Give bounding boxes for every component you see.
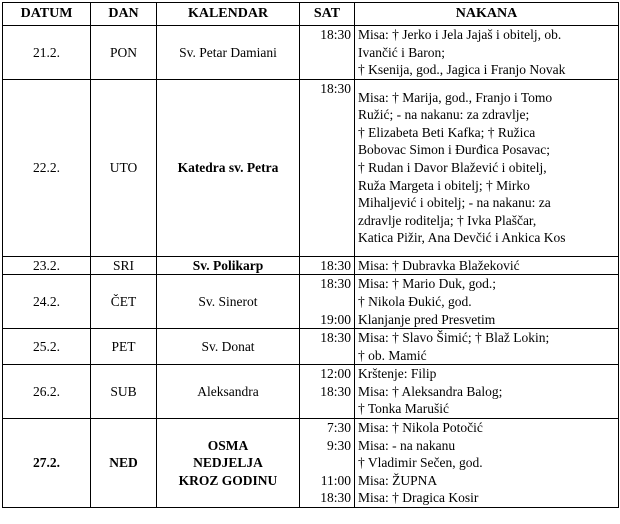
calendar-line: Sv. Donat — [201, 338, 255, 354]
intention-line: † Ksenija, god., Jagica i Franjo Novak — [358, 62, 566, 78]
time-line — [303, 238, 351, 256]
header-day: DAN — [91, 3, 157, 26]
header-time: SAT — [300, 3, 355, 26]
schedule-row — [3, 329, 619, 365]
intention-line: Misa: † Dragica Kosir — [358, 490, 479, 506]
time-line — [303, 221, 351, 239]
schedule-row — [3, 419, 619, 508]
row-intentions — [355, 329, 619, 365]
intention-line: Misa: † Slavo Šimić; † Blaž Lokin; — [358, 330, 550, 346]
time-line: 18:30 — [320, 27, 351, 42]
schedule-body — [3, 26, 619, 508]
intention-line: Krštenje: Filip — [358, 366, 437, 382]
calendar-line: Katedra sv. Petra — [177, 159, 279, 175]
intention-line: Bobovac Simon i Đurđica Posavac; — [358, 142, 550, 158]
row-day: PON — [91, 26, 157, 80]
calendar-line: Sv. Sinerot — [198, 293, 258, 309]
row-date: 25.2. — [3, 329, 91, 365]
time-line — [303, 115, 351, 133]
intention-line: † ob. Mamić — [358, 347, 427, 363]
intention-line: † Nikola Đukić, god. — [358, 293, 472, 309]
header-calendar: KALENDAR — [157, 3, 300, 26]
row-date: 21.2. — [3, 26, 91, 80]
intention-line: Mihaljević i obitelj; - na nakanu: za — [358, 195, 551, 211]
time-line — [303, 203, 351, 221]
row-times — [300, 365, 355, 419]
row-day: UTO — [91, 79, 157, 256]
intention-line: † Rudan i Davor Blažević i obitelj, — [358, 159, 547, 175]
intention-line: Misa: † Jerko i Jela Jajaš i obitelj, ob. — [358, 27, 562, 42]
row-day: PET — [91, 329, 157, 365]
intention-line: Ivančić i Baron; — [358, 44, 445, 60]
row-times — [300, 26, 355, 80]
intention-line: Katica Pižir, Ana Devčić i Ankica Kos — [358, 230, 566, 246]
intention-line: Misa: † Nikola Potočić — [358, 420, 483, 436]
calendar-line: Aleksandra — [197, 383, 259, 399]
intention-line: Misa: - na nakanu — [358, 437, 456, 453]
intention-line: Misa: † Marija, god., Franjo i Tomo — [358, 89, 553, 105]
time-line: 18:30 — [320, 80, 351, 96]
row-day: SRI — [91, 256, 157, 275]
time-line: 12:00 — [320, 366, 351, 382]
row-calendar — [157, 365, 300, 419]
intention-line: Misa: † Aleksandra Balog; — [358, 383, 503, 399]
time-line — [303, 61, 351, 79]
header-intention: NAKANA — [355, 3, 619, 26]
time-line: 18:30 — [320, 490, 351, 506]
row-calendar — [157, 329, 300, 365]
row-times — [300, 419, 355, 508]
row-times — [300, 275, 355, 329]
intention-line: † Vladimir Sečen, god. — [358, 455, 483, 471]
time-line: 18:30 — [320, 257, 351, 273]
row-intentions — [355, 275, 619, 329]
time-line — [303, 97, 351, 115]
row-date: 24.2. — [3, 275, 91, 329]
row-day: SUB — [91, 365, 157, 419]
intention-line: zdravlje roditelja; † Ivka Plaščar, — [358, 212, 537, 228]
row-calendar — [157, 256, 300, 275]
schedule-document — [2, 2, 618, 522]
time-line — [303, 400, 351, 418]
time-line — [303, 150, 351, 168]
row-date: 23.2. — [3, 256, 91, 275]
row-intentions — [355, 419, 619, 508]
time-line — [303, 133, 351, 151]
time-line — [303, 454, 351, 472]
time-line: 7:30 — [326, 420, 351, 436]
schedule-row — [3, 365, 619, 419]
row-intentions — [355, 79, 619, 256]
time-line: 18:30 — [320, 383, 351, 399]
time-line — [303, 185, 351, 203]
calendar-line: NEDJELJA — [193, 455, 263, 471]
time-line: 11:00 — [320, 472, 351, 488]
row-calendar — [157, 275, 300, 329]
row-day: NED — [91, 419, 157, 508]
row-intentions — [355, 26, 619, 80]
calendar-line: Sv. Polikarp — [192, 257, 264, 273]
time-line: 19:00 — [320, 311, 351, 327]
row-times — [300, 256, 355, 275]
schedule-row — [3, 275, 619, 329]
row-times — [300, 329, 355, 365]
intention-line: Ruža Margeta i obitelj; † Mirko — [358, 177, 530, 193]
intention-line: Klanjanje pred Presvetim — [358, 311, 496, 327]
time-line: 9:30 — [326, 437, 351, 453]
time-line — [303, 293, 351, 311]
row-calendar — [157, 419, 300, 508]
calendar-line: Sv. Petar Damiani — [179, 44, 277, 60]
intention-line: Misa: ŽUPNA — [358, 472, 438, 488]
intention-line: † Elizabeta Beti Kafka; † Ružica — [358, 124, 536, 140]
row-times — [300, 79, 355, 256]
time-line: 18:30 — [320, 330, 351, 346]
schedule-row — [3, 79, 619, 256]
row-date: 22.2. — [3, 79, 91, 256]
intention-line: Misa: † Dubravka Blažeković — [358, 257, 520, 273]
time-line: 18:30 — [320, 276, 351, 292]
row-intentions — [355, 256, 619, 275]
intention-line: Ružić; - na nakanu: za zdravlje; — [358, 107, 530, 123]
row-date: 26.2. — [3, 365, 91, 419]
header-row — [3, 3, 619, 26]
row-date: 27.2. — [3, 419, 91, 508]
intention-line: Misa: † Mario Duk, god.; — [358, 276, 496, 292]
time-line — [303, 168, 351, 186]
schedule-row — [3, 256, 619, 275]
row-calendar — [157, 26, 300, 80]
time-line — [303, 347, 351, 365]
row-day: ČET — [91, 275, 157, 329]
row-calendar — [157, 79, 300, 256]
intention-line: † Tonka Marušić — [358, 401, 450, 417]
calendar-line: KROZ GODINU — [178, 472, 278, 488]
row-intentions — [355, 365, 619, 419]
time-line — [303, 44, 351, 62]
schedule-table — [2, 2, 619, 508]
calendar-line: OSMA — [207, 437, 249, 453]
header-date: DATUM — [3, 3, 91, 26]
schedule-row — [3, 26, 619, 80]
